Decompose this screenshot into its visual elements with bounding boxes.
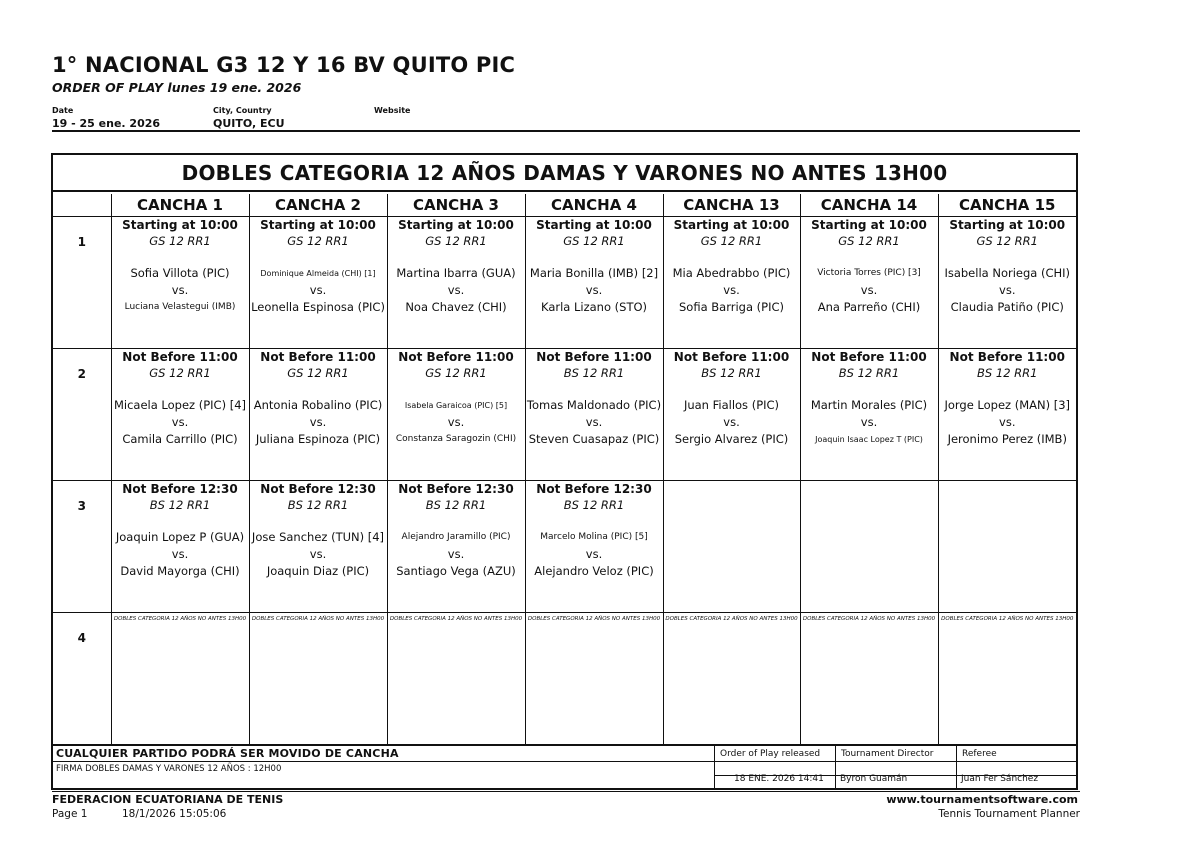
player-one: Marcelo Molina (PIC) [5] (540, 531, 648, 542)
versus-label: vs. (585, 546, 603, 561)
player-one: Micaela Lopez (PIC) [4] (113, 397, 247, 412)
player-one: Sofia Villota (PIC) (130, 265, 230, 280)
court-note-cell (111, 612, 249, 744)
match-cell (525, 480, 663, 612)
versus-label: vs. (309, 414, 327, 429)
player-two: Alejandro Veloz (PIC) (534, 563, 654, 578)
player-one: Victoria Torres (PIC) [3] (817, 267, 921, 278)
match[interactable] (388, 217, 525, 316)
city-label: City, Country (213, 106, 272, 115)
draw-round: GS 12 RR1 (425, 233, 487, 248)
empty-slot (663, 480, 800, 612)
player-two: Karla Lizano (STO) (540, 299, 648, 314)
court-header: CANCHA 14 (800, 194, 938, 216)
match-cell (249, 348, 387, 480)
court-note-cell (387, 612, 525, 744)
category-note: DOBLES CATEGORIA 12 AÑOS NO ANTES 13H00 (251, 615, 385, 622)
court-header: CANCHA 13 (663, 194, 800, 216)
category-note: DOBLES CATEGORIA 12 AÑOS NO ANTES 13H00 (665, 615, 798, 622)
match-cell (663, 348, 800, 480)
match-time: Not Before 12:30 (122, 481, 238, 496)
footer-divider (714, 746, 715, 788)
player-two: Juliana Espinoza (PIC) (255, 431, 381, 446)
player-two: Sofia Barriga (PIC) (679, 299, 784, 314)
draw-round: GS 12 RR1 (287, 233, 349, 248)
court-note-cell (249, 612, 387, 744)
header-divider (52, 130, 1080, 132)
court-note-cell (938, 612, 1076, 744)
match-cell (387, 348, 525, 480)
versus-label: vs. (447, 546, 465, 561)
match-time: Starting at 10:00 (122, 217, 238, 232)
match-time: Not Before 11:00 (260, 349, 376, 364)
footer-divider (956, 746, 957, 788)
match[interactable] (250, 481, 387, 580)
match-time: Not Before 11:00 (949, 349, 1065, 364)
match-cell (387, 480, 525, 612)
referee-value: Juan Fer Sánchez (961, 774, 1039, 784)
player-one: Isabela Garaicoa (PIC) [5] (404, 400, 508, 410)
match[interactable] (526, 349, 663, 448)
player-two: Sergio Alvarez (PIC) (674, 431, 789, 446)
website-label: Website (374, 106, 411, 115)
player-one: Alejandro Jaramillo (PIC) (401, 531, 511, 542)
player-one: Antonia Robalino (PIC) (253, 397, 383, 412)
released-label: Order of Play released (720, 749, 821, 759)
category-note: DOBLES CATEGORIA 12 AÑOS NO ANTES 13H00 (941, 615, 1074, 622)
match[interactable] (664, 349, 800, 448)
versus-label: vs. (309, 546, 327, 561)
footer-box (51, 746, 1078, 790)
draw-round: GS 12 RR1 (838, 233, 900, 248)
category-banner: DOBLES CATEGORIA 12 AÑOS DAMAS Y VARONES NO ANTES 13H00 (53, 155, 1076, 192)
date-value: 19 - 25 ene. 2026 (52, 117, 161, 130)
match-time: Starting at 10:00 (811, 217, 927, 232)
category-note: DOBLES CATEGORIA 12 AÑOS NO ANTES 13H00 (113, 615, 247, 622)
footer-divider (835, 746, 836, 788)
draw-round: BS 12 RR1 (563, 497, 625, 512)
page-number: Page 1 (52, 808, 88, 820)
match-cell (249, 480, 387, 612)
versus-label: vs. (309, 282, 327, 297)
match-cell (525, 348, 663, 480)
match-time: Not Before 12:30 (536, 481, 652, 496)
player-two: David Mayorga (CHI) (120, 563, 240, 578)
match[interactable] (112, 349, 249, 448)
match-time: Starting at 10:00 (260, 217, 376, 232)
match-time: Starting at 10:00 (673, 217, 790, 232)
match[interactable] (664, 217, 800, 316)
match[interactable] (250, 217, 387, 316)
match[interactable] (801, 349, 938, 448)
match-cell (800, 216, 938, 348)
player-two: Luciana Velastegui (IMB) (124, 301, 236, 312)
player-two: Camila Carrillo (PIC) (122, 431, 238, 446)
round-number: 1 (53, 216, 111, 348)
tournament-title: 1° NACIONAL G3 12 Y 16 BV QUITO PIC (52, 53, 516, 77)
signup-note: FIRMA DOBLES DAMAS Y VARONES 12 AÑOS : 12H00 (56, 764, 282, 774)
director-label: Tournament Director (841, 749, 934, 759)
player-one: Maria Bonilla (IMB) [2] (529, 265, 659, 280)
match-time: Not Before 11:00 (398, 349, 514, 364)
court-header: CANCHA 2 (249, 194, 387, 216)
match-time: Starting at 10:00 (398, 217, 514, 232)
printed-timestamp: 18/1/2026 15:05:06 (122, 808, 227, 820)
player-one: Jose Sanchez (TUN) [4] (251, 529, 385, 544)
match[interactable] (939, 217, 1077, 316)
category-note: DOBLES CATEGORIA 12 AÑOS NO ANTES 13H00 (389, 615, 523, 622)
player-two: Jeronimo Perez (IMB) (947, 431, 1067, 446)
match-cell (111, 348, 249, 480)
draw-round: GS 12 RR1 (976, 233, 1038, 248)
match-cell (111, 480, 249, 612)
versus-label: vs. (723, 414, 740, 429)
director-value: Byron Guamán (840, 774, 908, 784)
match[interactable] (526, 217, 663, 316)
draw-round: GS 12 RR1 (563, 233, 625, 248)
grid-corner (53, 194, 111, 216)
draw-round: GS 12 RR1 (700, 233, 763, 248)
website-link[interactable]: www.tournamentsoftware.com (886, 793, 1078, 806)
player-two: Joaquin Isaac Lopez T (PIC) (815, 434, 923, 444)
court-header: CANCHA 15 (938, 194, 1076, 216)
match[interactable] (801, 217, 938, 316)
versus-label: vs. (585, 282, 603, 297)
draw-round: BS 12 RR1 (977, 365, 1038, 380)
match-time: Not Before 11:00 (811, 349, 927, 364)
versus-label: vs. (171, 282, 189, 297)
order-of-play-subtitle: ORDER OF PLAY lunes 19 ene. 2026 (52, 80, 302, 95)
empty-slot (800, 480, 938, 612)
draw-round: BS 12 RR1 (838, 365, 900, 380)
player-two: Santiago Vega (AZU) (396, 563, 516, 578)
draw-round: GS 12 RR1 (149, 233, 211, 248)
match-cell (525, 216, 663, 348)
round-number: 4 (53, 612, 111, 744)
player-one: Juan Fiallos (PIC) (683, 397, 780, 412)
player-one: Tomas Maldonado (PIC) (526, 397, 662, 412)
draw-round: GS 12 RR1 (425, 365, 487, 380)
versus-label: vs. (447, 282, 465, 297)
player-two: Noa Chavez (CHI) (405, 299, 507, 314)
match[interactable] (112, 481, 249, 580)
player-one: Jorge Lopez (MAN) [3] (944, 397, 1071, 412)
match[interactable] (939, 349, 1077, 448)
player-two: Joaquin Diaz (PIC) (266, 563, 370, 578)
empty-slot (938, 480, 1076, 612)
match-time: Not Before 12:30 (398, 481, 514, 496)
player-two: Claudia Patiño (PIC) (950, 299, 1064, 314)
draw-round: BS 12 RR1 (149, 497, 211, 512)
match-cell (938, 348, 1076, 480)
software-name: Tennis Tournament Planner (938, 808, 1080, 820)
player-two: Leonella Espinosa (PIC) (251, 299, 385, 314)
court-header: CANCHA 4 (525, 194, 663, 216)
match-time: Not Before 11:00 (122, 349, 238, 364)
versus-label: vs. (447, 414, 465, 429)
versus-label: vs. (723, 282, 740, 297)
match-time: Starting at 10:00 (949, 217, 1066, 232)
player-two: Constanza Saragozin (CHI) (395, 433, 517, 444)
match-cell (938, 216, 1076, 348)
order-of-play-grid (53, 194, 1076, 744)
player-two: Ana Parreño (CHI) (817, 299, 921, 314)
player-one: Isabella Noriega (CHI) (944, 265, 1071, 280)
player-one: Joaquin Lopez P (GUA) (115, 529, 245, 544)
player-one: Martin Morales (PIC) (810, 397, 928, 412)
match[interactable] (112, 217, 249, 316)
match[interactable] (388, 349, 525, 448)
draw-round: BS 12 RR1 (287, 497, 349, 512)
match[interactable] (388, 481, 525, 580)
court-note-cell (663, 612, 800, 744)
match-time: Not Before 11:00 (673, 349, 790, 364)
draw-round: GS 12 RR1 (149, 365, 211, 380)
draw-round: BS 12 RR1 (425, 497, 487, 512)
match-cell (111, 216, 249, 348)
match[interactable] (250, 349, 387, 448)
player-one: Martina Ibarra (GUA) (396, 265, 516, 280)
match-cell (800, 348, 938, 480)
versus-label: vs. (999, 414, 1016, 429)
round-number: 3 (53, 480, 111, 612)
court-change-warning: CUALQUIER PARTIDO PODRÁ SER MOVIDO DE CANCHA (56, 747, 399, 760)
versus-label: vs. (999, 282, 1016, 297)
organization-name: FEDERACION ECUATORIANA DE TENIS (52, 793, 284, 806)
court-header: CANCHA 1 (111, 194, 249, 216)
city-value: QUITO, ECU (213, 117, 285, 130)
versus-label: vs. (171, 414, 189, 429)
bottom-divider (52, 791, 1080, 792)
date-label: Date (52, 106, 74, 115)
match-time: Not Before 12:30 (260, 481, 376, 496)
referee-label: Referee (962, 749, 997, 759)
draw-round: BS 12 RR1 (563, 365, 625, 380)
court-note-cell (800, 612, 938, 744)
versus-label: vs. (585, 414, 603, 429)
match[interactable] (526, 481, 663, 580)
round-number: 2 (53, 348, 111, 480)
versus-label: vs. (171, 546, 189, 561)
player-one: Dominique Almeida (CHI) [1] (260, 268, 376, 278)
draw-round: GS 12 RR1 (287, 365, 349, 380)
match-time: Not Before 11:00 (536, 349, 652, 364)
draw-round: BS 12 RR1 (701, 365, 762, 380)
category-note: DOBLES CATEGORIA 12 AÑOS NO ANTES 13H00 (802, 615, 936, 622)
versus-label: vs. (860, 282, 878, 297)
court-note-cell (525, 612, 663, 744)
match-cell (663, 216, 800, 348)
player-one: Mia Abedrabbo (PIC) (672, 265, 791, 280)
player-two: Steven Cuasapaz (PIC) (528, 431, 660, 446)
released-value: 18 ENE. 2026 14:41 (734, 774, 824, 784)
category-note: DOBLES CATEGORIA 12 AÑOS NO ANTES 13H00 (527, 615, 661, 622)
versus-label: vs. (860, 414, 878, 429)
court-header: CANCHA 3 (387, 194, 525, 216)
match-cell (249, 216, 387, 348)
match-time: Starting at 10:00 (536, 217, 652, 232)
match-cell (387, 216, 525, 348)
